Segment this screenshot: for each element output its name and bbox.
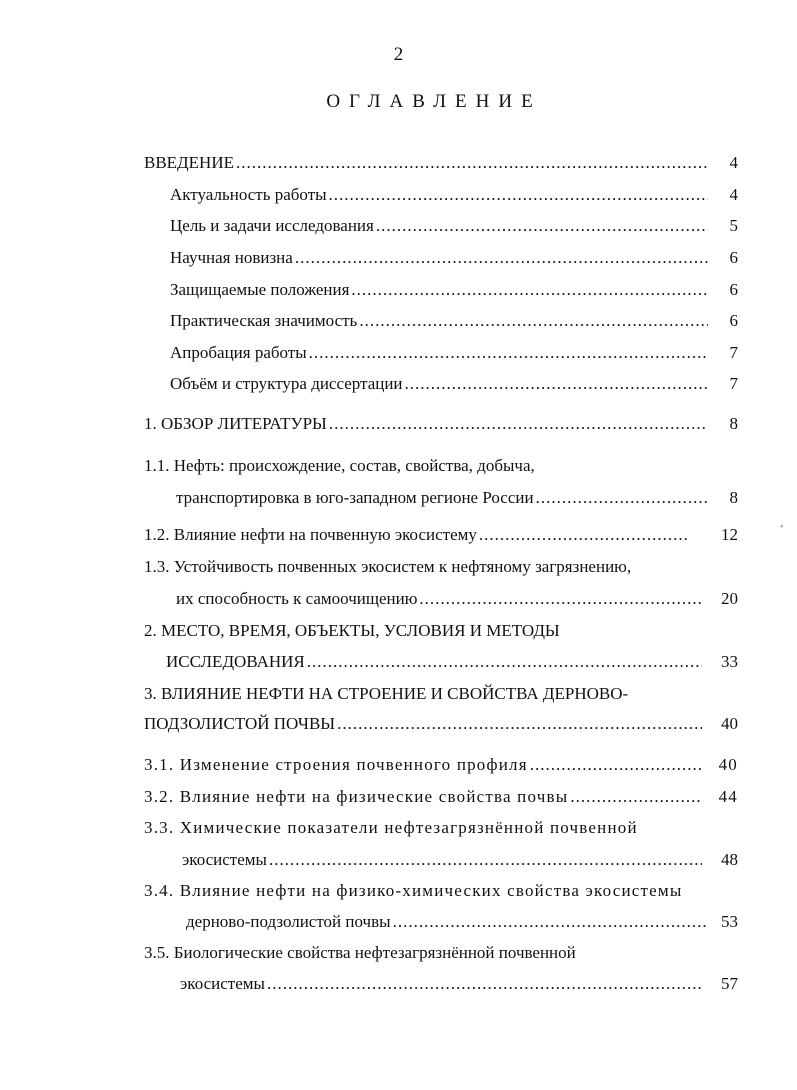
toc-entry-text: их способность к самоочищению: [176, 589, 418, 608]
toc-entry-text: 1. ОБЗОР ЛИТЕРАТУРЫ: [144, 414, 327, 433]
toc-entry-text: 3.1. Изменение строения почвенного профиля: [144, 755, 528, 774]
toc-entry-relevance[interactable]: [170, 184, 738, 206]
page-number: 2: [393, 44, 404, 65]
leader-dots: [376, 215, 708, 237]
toc-entry-text: Цель и задачи исследования: [170, 216, 374, 235]
toc-title: ОГЛАВЛЕНИЕ: [326, 91, 542, 112]
toc-entry-defended[interactable]: [170, 279, 738, 301]
toc-entry-page: 48: [721, 850, 738, 869]
toc-entry-page: 20: [721, 589, 738, 608]
toc-entry-1-1-line1: 1.1. Нефть: происхождение, состав, свойства, добыча,: [144, 456, 535, 475]
toc-entry-chapter-3-line1: 3. ВЛИЯНИЕ НЕФТИ НА СТРОЕНИЕ И СВОЙСТВА ДЕРНОВО-: [144, 684, 629, 703]
toc-entry-chapter-2[interactable]: [166, 651, 738, 673]
leader-dots: [267, 973, 702, 995]
toc-entry-goal[interactable]: [170, 215, 738, 237]
leader-dots: [536, 487, 708, 509]
toc-entry-chapter-2-line1: 2. МЕСТО, ВРЕМЯ, ОБЪЕКТЫ, УСЛОВИЯ И МЕТОДЫ: [144, 621, 560, 640]
leader-dots: [530, 754, 702, 776]
leader-dots: [329, 413, 708, 435]
toc-entry-page: 12: [721, 525, 738, 544]
toc-entry-page: 53: [721, 912, 738, 931]
toc-entry-text: Практическая значимость: [170, 311, 358, 330]
toc-entry-text: 3.2. Влияние нефти на физические свойства почвы: [144, 787, 569, 806]
toc-entry-text: ПОДЗОЛИСТОЙ ПОЧВЫ: [144, 714, 336, 733]
leader-dots: [405, 373, 708, 395]
toc-entry-text: Научная новизна: [170, 248, 293, 267]
toc-entry-3-5-line1: 3.5. Биологические свойства нефтезагрязнённой почвенной: [144, 943, 576, 962]
toc-entry-text: Защищаемые положения: [170, 280, 350, 299]
toc-entry-3-5[interactable]: [180, 973, 738, 995]
toc-entry-page: 7: [729, 374, 738, 393]
toc-entry-page: 8: [729, 414, 738, 433]
toc-entry-text: ИССЛЕДОВАНИЯ: [166, 652, 305, 671]
toc-entry-3-1[interactable]: [144, 754, 738, 776]
toc-entry-intro[interactable]: [144, 152, 738, 174]
toc-entry-page: 4: [729, 185, 738, 204]
leader-dots: [307, 651, 702, 673]
toc-entry-text: Актуальность работы: [170, 185, 327, 204]
toc-entry-page: 4: [729, 153, 738, 172]
toc-entry-3-3[interactable]: [182, 849, 738, 871]
toc-entry-text: экосистемы: [180, 974, 265, 993]
leader-dots: [309, 342, 708, 364]
leader-dots: [393, 911, 708, 933]
leader-dots: [269, 849, 702, 871]
toc-entry-page: 7: [729, 343, 738, 362]
toc-entry-1-3[interactable]: [176, 588, 738, 610]
toc-entry-page: 57: [721, 974, 738, 993]
leader-dots: [337, 713, 702, 735]
toc-entry-3-2[interactable]: [144, 786, 738, 808]
toc-entry-page: 40: [721, 714, 738, 733]
leader-dots: [570, 786, 702, 808]
toc-entry-novelty[interactable]: [170, 247, 738, 269]
toc-entry-text: Объём и структура диссертации: [170, 374, 403, 393]
toc-entry-1-1[interactable]: [176, 487, 738, 509]
toc-entry-text: транспортировка в юго-западном регионе России: [176, 488, 534, 507]
toc-entry-page: 33: [721, 652, 738, 671]
toc-entry-3-4[interactable]: [186, 911, 738, 933]
toc-entry-page: 6: [729, 280, 738, 299]
toc-entry-page: 6: [729, 311, 738, 330]
toc-entry-page: 44: [718, 787, 738, 806]
toc-entry-approbation[interactable]: [170, 342, 738, 364]
toc-entry-page: 6: [729, 248, 738, 267]
toc-entry-text: экосистемы: [182, 850, 267, 869]
toc-entry-text: дерново-подзолистой почвы: [186, 912, 391, 931]
toc-entry-1-3-line1: 1.3. Устойчивость почвенных экосистем к нефтяному загрязнению,: [144, 557, 632, 576]
toc-entry-1-2[interactable]: [144, 524, 738, 546]
toc-entry-3-3-line1: 3.3. Химические показатели нефтезагрязнённой почвенной: [144, 818, 638, 837]
toc-entry-text: ВВЕДЕНИЕ: [144, 153, 234, 172]
leader-dots: [295, 247, 708, 269]
scan-speck: ﾞ: [780, 525, 786, 537]
toc-entry-practical[interactable]: [170, 310, 738, 332]
toc-entry-3-4-line1: 3.4. Влияние нефти на физико-химических свойства экосистемы: [144, 881, 683, 900]
leader-dots: [329, 184, 708, 206]
toc-entry-structure[interactable]: [170, 373, 738, 395]
toc-entry-page: 5: [729, 216, 738, 235]
toc-entry-page: 8: [729, 488, 738, 507]
leader-dots: [351, 279, 708, 301]
toc-entry-page: 40: [718, 755, 738, 774]
leader-dots: [479, 524, 688, 546]
leader-dots: [359, 310, 708, 332]
leader-dots: [236, 152, 708, 174]
leader-dots: [419, 588, 702, 610]
toc-entry-chapter-1[interactable]: [144, 413, 738, 435]
toc-entry-text: 1.2. Влияние нефти на почвенную экосистему: [144, 525, 477, 544]
toc-entry-chapter-3[interactable]: [144, 713, 738, 735]
toc-entry-text: Апробация работы: [170, 343, 307, 362]
